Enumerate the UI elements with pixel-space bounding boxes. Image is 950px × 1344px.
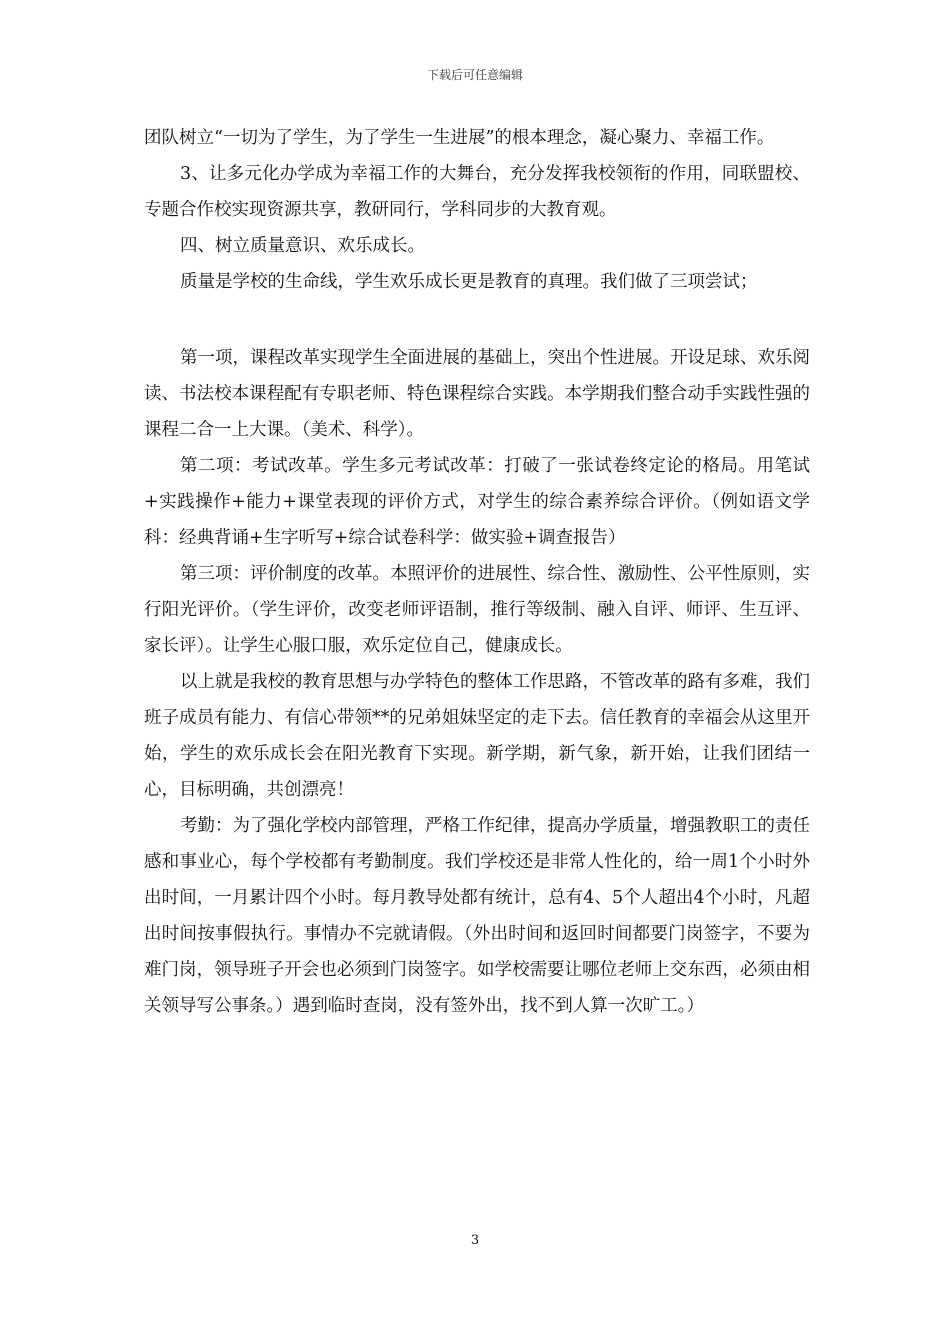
paragraph-second-item: 第二项：考试改革。学生多元考试改革：打破了一张试卷终定论的格局。用笔试+实践操作+能力+课堂表现的评价方式，对学生的综合素养综合评价。（例如语文学科：经典背诵+生字听写+综合试卷科学：做实验+调查报告） (144, 456, 810, 548)
paragraph-attendance: 考勤：为了强化学校内部管理，严格工作纪律，提高办学质量，增强教职工的责任感和事业心，每个学校都有考勤制度。我们学校还是非常人性化的，给一周1个小时外出时间，一月累计四个小时。每月教导处都有统计，总有4、5个人超出4个小时，凡超出时间按事假执行。事情办不完就请假。（外出时间和返回时间都要门岗签字，不要为难门岗，领导班子开会也必须到门岗签字。如学校需要让哪位老师上交东西，必须由相关领导写公事条。）遇到临时查岗，没有签外出，找不到人算一次旷工。） (144, 816, 810, 1016)
page-header: 下载后可任意编辑 (426, 68, 523, 82)
paragraph-third-item: 第三项：评价制度的改革。本照评价的进展性、综合性、激励性、公平性原则，实行阳光评价。（学生评价，改变老师评语制，推行等级制、融入自评、师评、生互评、家长评）。让学生心服口服，欢乐定位自己，健康成长。 (144, 564, 810, 656)
paragraph-item-3: 3、让多元化办学成为幸福工作的大舞台，充分发挥我校领衔的作用，同联盟校、专题合作校实现资源共享，教研同行，学科同步的大教育观。 (144, 164, 810, 220)
document-body (144, 120, 810, 1024)
paragraph-summary: 以上就是我校的教育思想与办学特色的整体工作思路，不管改革的路有多难，我们班子成员有能力、有信心带领**的兄弟姐妹坚定的走下去。信任教育的幸福会从这里开始，学生的欢乐成长会在阳光教育下实现。新学期，新气象，新开始，让我们团结一心，目标明确，共创漂亮！ (144, 672, 810, 800)
paragraph-quality-intro: 质量是学校的生命线，学生欢乐成长更是教育的真理。我们做了三项尝试； (180, 272, 758, 292)
page-number: 3 (470, 1233, 480, 1248)
paragraph-continuation: 团队树立“一切为了学生，为了学生一生进展”的根本理念，凝心聚力、幸福工作。 (144, 128, 775, 148)
blank-line (144, 300, 810, 340)
section-heading-4: 四、树立质量意识、欢乐成长。 (180, 236, 425, 256)
paragraph-first-item: 第一项，课程改革实现学生全面进展的基础上，突出个性进展。开设足球、欢乐阅读、书法校本课程配有专职老师、特色课程综合实践。本学期我们整合动手实践性强的课程二合一上大课。（美术、科学）。 (144, 348, 810, 440)
